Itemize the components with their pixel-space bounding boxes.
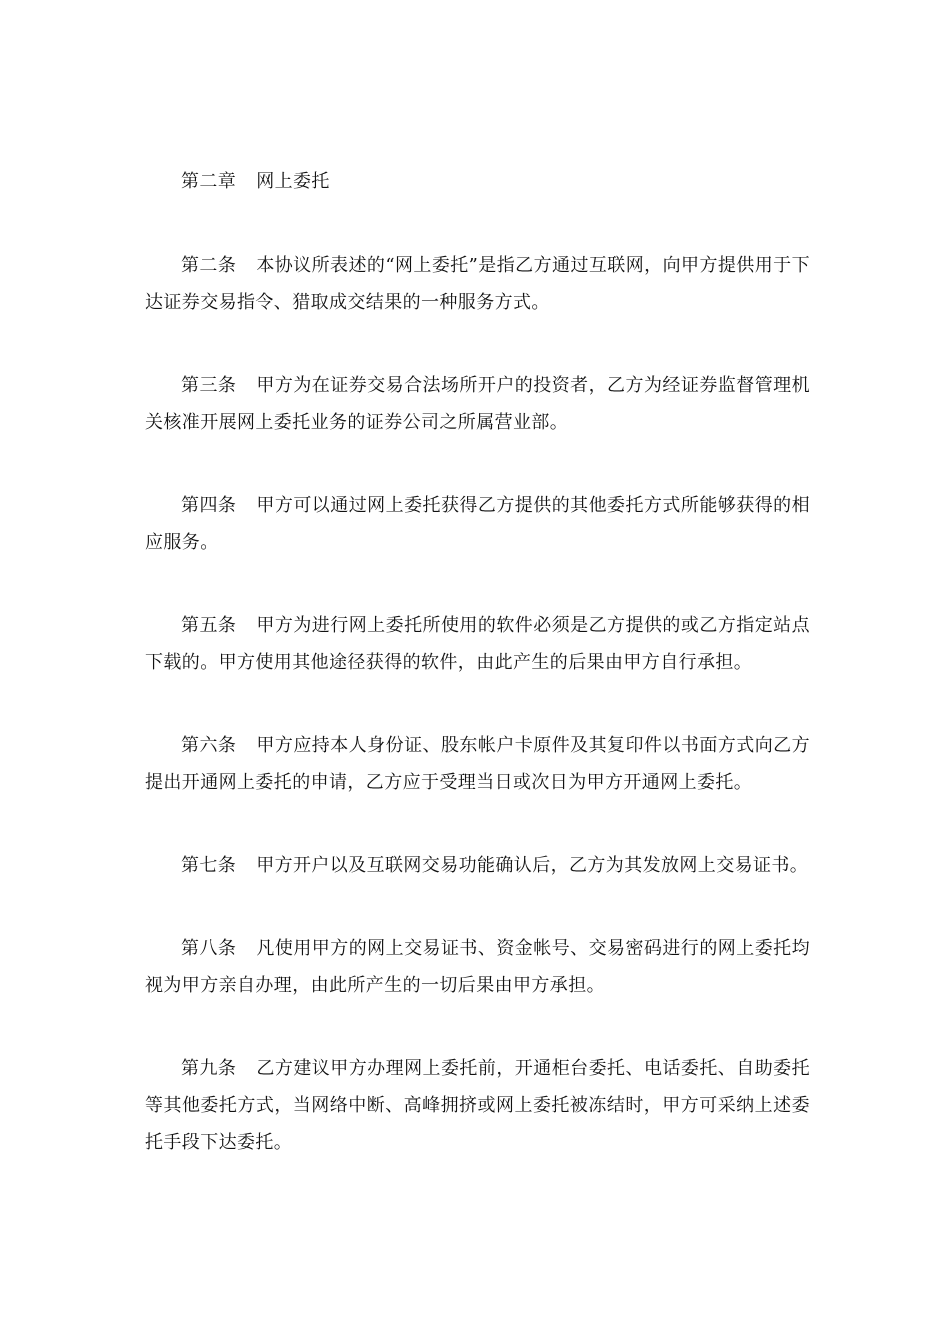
article-text: 乙方建议甲方办理网上委托前，开通柜台委托、电话委托、自助委托等其他委托方式，当网络中断、高峰拥挤或网上委托被冻结时，甲方可采纳上述委托手段下达委托。 (145, 1058, 811, 1153)
document-body (145, 163, 810, 1207)
article-2 (145, 247, 810, 321)
article-label: 第九条 (181, 1058, 237, 1079)
article-3 (145, 367, 810, 441)
article-label: 第六条 (181, 735, 237, 756)
article-8 (145, 930, 810, 1004)
article-text: 甲方可以通过网上委托获得乙方提供的其他委托方式所能够获得的相应服务。 (145, 495, 811, 553)
article-text: 甲方开户以及互联网交易功能确认后，乙方为其发放网上交易证书。 (256, 855, 809, 876)
chapter-title: 网上委托 (256, 171, 330, 192)
article-text: 甲方应持本人身份证、股东帐户卡原件及其复印件以书面方式向乙方提出开通网上委托的申请，乙方应于受理当日或次日为甲方开通网上委托。 (145, 735, 811, 793)
article-label: 第二条 (181, 255, 237, 276)
chapter-heading (145, 163, 810, 200)
article-7 (145, 847, 810, 884)
article-text: 凡使用甲方的网上交易证书、资金帐号、交易密码进行的网上委托均视为甲方亲自办理，由此所产生的一切后果由甲方承担。 (145, 938, 811, 996)
article-label: 第八条 (181, 938, 237, 959)
article-label: 第七条 (181, 855, 237, 876)
article-6 (145, 727, 810, 801)
article-label: 第四条 (181, 495, 237, 516)
article-text: 甲方为进行网上委托所使用的软件必须是乙方提供的或乙方指定站点下载的。甲方使用其他途径获得的软件，由此产生的后果由甲方自行承担。 (145, 615, 811, 673)
article-9 (145, 1050, 810, 1161)
article-5 (145, 607, 810, 681)
article-text: 甲方为在证券交易合法场所开户的投资者，乙方为经证券监督管理机关核准开展网上委托业务的证券公司之所属营业部。 (145, 375, 811, 433)
chapter-label: 第二章 (181, 171, 237, 192)
article-label: 第五条 (181, 615, 237, 636)
article-label: 第三条 (181, 375, 237, 396)
article-4 (145, 487, 810, 561)
article-text: 本协议所表述的“网上委托”是指乙方通过互联网，向甲方提供用于下达证券交易指令、猎取成交结果的一种服务方式。 (145, 255, 810, 313)
